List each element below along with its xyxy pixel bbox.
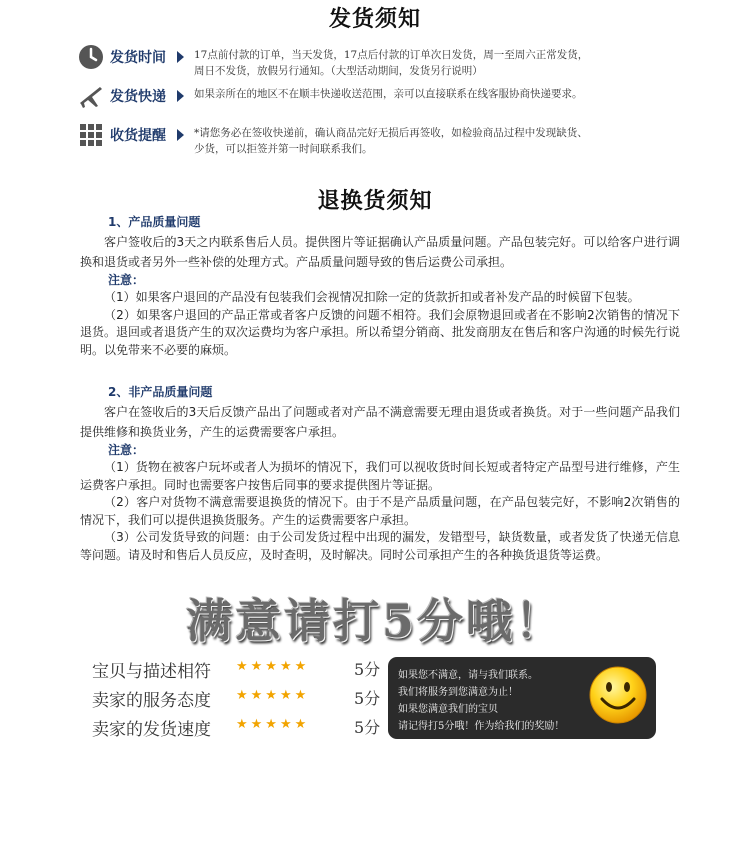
rating-row-service: [92, 686, 382, 714]
rating-label: 宝贝与描述相符: [92, 662, 211, 682]
smiley-face-icon: [588, 665, 648, 725]
receipt-reminder-text: *请您务必在签收快递前，确认商品完好无损后再签收，如检验商品过程中发现缺货、 少货，可以拒签并第一时间联系我们。: [194, 127, 588, 155]
message-line: 如果您满意我们的宝贝: [398, 704, 498, 715]
triangle-right-icon: [177, 51, 184, 63]
clock-icon: [78, 44, 104, 70]
shipping-time-row: [78, 44, 678, 84]
satisfaction-message-box: [388, 657, 656, 739]
rating-slogan: 满意请打5分哦！: [185, 594, 564, 648]
note-item: （2）如果客户退回的产品正常或者客户反馈的问题不相符。我们会原物退回或者在不影响2次销售的情况下退货。退回或者退货产生的双次运费均为客户承担。所以希望分销商、批发商朋友在售后和客户沟通的时候先行说明。以免带来不必要的麻烦。: [80, 307, 681, 357]
shipping-courier-text: 如果亲所在的地区不在顺丰快递收送范围，亲可以直接联系在线客服协商快递要求。: [194, 88, 583, 100]
quality-issue-section: [80, 214, 680, 359]
shipping-time-text: 17点前付款的订单，当天发货，17点后付款的订单次日发货，周一至周六正常发货， 周日不发货，放假另行通知。（大型活动期间，发货另行说明）: [194, 49, 589, 77]
section-heading: 1、产品质量问题: [108, 215, 201, 229]
shipping-courier-row: [78, 83, 678, 111]
rating-score: 5分: [354, 718, 381, 737]
note-label: 注意：: [108, 442, 145, 457]
section-body: 客户在签收后的3天后反馈产品出了问题或者对产品不满意需要无理由退货或者换货。对于一些问题产品我们提供维修和换货业务，产生的运费需要客户承担。: [80, 404, 680, 439]
rating-row-delivery: [92, 715, 382, 743]
triangle-right-icon: [177, 90, 184, 102]
receipt-reminder-row: [78, 122, 678, 162]
message-line: 我们将服务到您满意为止！: [398, 687, 518, 698]
section-body: 客户签收后的3天之内联系售后人员。提供图片等证据确认产品质量问题。产品包装完好。可以给客户进行调换和退货或者另外一些补偿的处理方式。产品质量问题导致的售后运费公司承担。: [80, 234, 680, 269]
note-item: （1）如果客户退回的产品没有包装我们会视情况扣除一定的货款折扣或者补发产品的时候留下包装。: [104, 290, 640, 304]
shipping-courier-label: 发货快递: [110, 89, 166, 105]
rating-row-description: [92, 657, 382, 685]
star-icons: ★★★★★: [236, 717, 310, 732]
note-item: （2）客户对货物不满意需要退换货的情况下。由于不是产品质量问题，在产品包装完好，不影响2次销售的情况下，我们可以提供退换货服务。产生的运费需要客户承担。: [80, 495, 680, 527]
receipt-reminder-label: 收货提醒: [110, 128, 166, 144]
grid-icon: [78, 122, 104, 148]
rating-label: 卖家的服务态度: [92, 691, 211, 711]
return-notice-title: 退换货须知: [317, 188, 433, 214]
rating-score: 5分: [354, 689, 381, 708]
note-item: （1）货物在被客户玩坏或者人为损坏的情况下，我们可以视收货时间长短或者特定产品型号进行维修，产生运费客户承担。同时也需要客户按售后同事的要求提供图片等证据。: [80, 460, 680, 492]
section-heading: 2、非产品质量问题: [108, 385, 213, 399]
non-quality-issue-section: [80, 384, 680, 564]
shipping-notice-title: 发货须知: [328, 6, 421, 32]
airplane-icon: [78, 83, 104, 109]
note-item: （3）公司发货导致的问题：由于公司发货过程中出现的漏发，发错型号，缺货数量，或者发货了快递无信息等问题。请及时和售后人员反应，及时查明，及时解决。同时公司承担产生的各种换货退货等运费。: [80, 530, 680, 562]
rating-label: 卖家的发货速度: [92, 720, 211, 740]
note-label: 注意：: [108, 272, 145, 287]
message-line: 如果您不满意，请与我们联系。: [398, 670, 538, 681]
star-icons: ★★★★★: [236, 688, 310, 703]
triangle-right-icon: [177, 129, 184, 141]
message-line: 请记得打5分哦！作为给我们的奖励！: [398, 721, 565, 732]
rating-score: 5分: [354, 660, 381, 679]
shipping-time-label: 发货时间: [110, 50, 166, 66]
star-icons: ★★★★★: [236, 659, 310, 674]
